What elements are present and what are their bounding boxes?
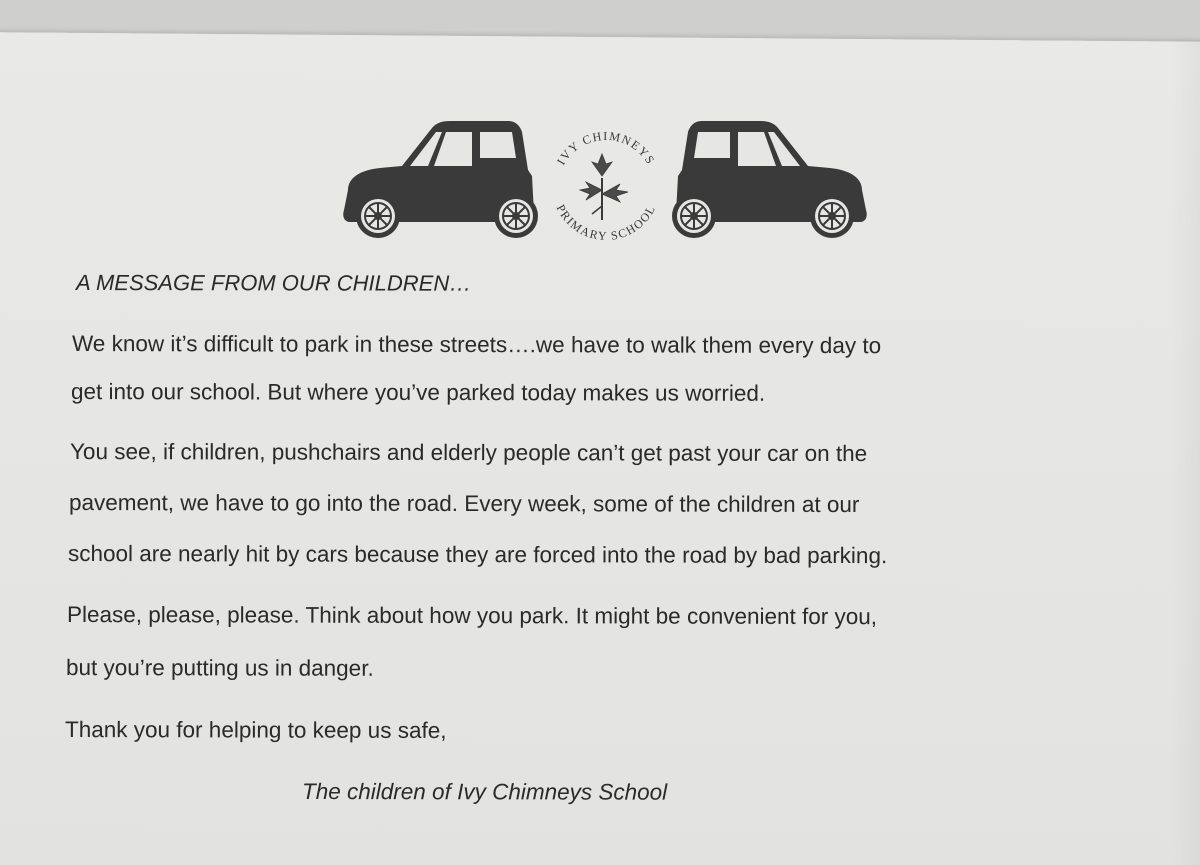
header-illustration <box>340 118 870 258</box>
paragraph-2-line-2: pavement, we have to go into the road. Every week, some of the children at our <box>68 490 860 518</box>
paragraph-2-line-3: school are nearly hit by cars because they are forced into the road by bad parking. <box>67 541 888 569</box>
paper-shadow <box>1170 40 1200 865</box>
paragraph-3-line-2: but you’re putting us in danger. <box>65 655 374 681</box>
signature: The children of Ivy Chimneys School <box>301 779 668 805</box>
paragraph-1-line-1: We know it’s difficult to park in these streets….we have to walk them every day to <box>71 331 882 359</box>
car-facing-right-icon <box>672 121 867 238</box>
paragraph-1-line-2: get into our school. But where you’ve parked today makes us worried. <box>70 379 766 406</box>
logo-text-top: IVY CHIMNEYS <box>553 128 659 168</box>
paragraph-2-line-1: You see, if children, pushchairs and elderly people can’t get past your car on the <box>69 439 868 467</box>
school-logo <box>554 129 659 243</box>
closing-line: Thank you for helping to keep us safe, <box>64 717 447 743</box>
ivy-leaf-icon <box>580 154 628 220</box>
logo-text-bottom: PRIMARY SCHOOL <box>553 202 659 244</box>
paragraph-3-line-1: Please, please, please. Think about how you park. It might be convenient for you, <box>66 602 878 630</box>
car-facing-left-icon <box>343 121 538 238</box>
letter-heading: A MESSAGE FROM OUR CHILDREN… <box>75 270 472 296</box>
